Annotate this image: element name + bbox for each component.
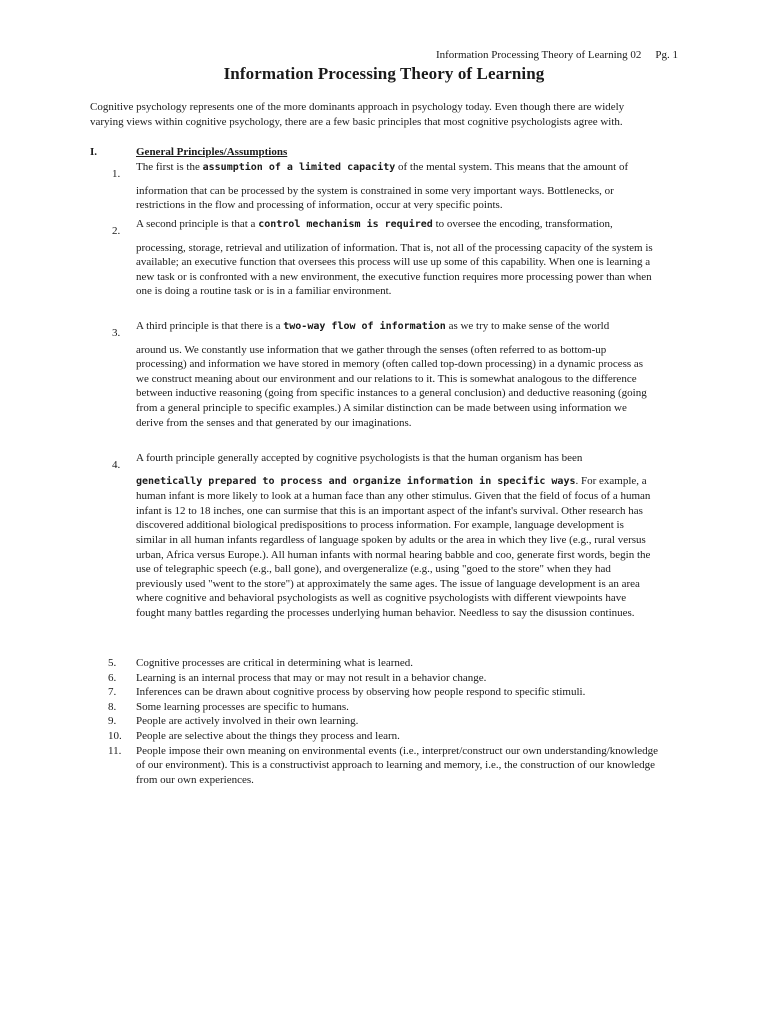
section-heading: General Principles/Assumptions [136,146,288,158]
principle-first-line [136,217,656,233]
principle-first-line [136,451,656,466]
text-span: of the mental system. This means that the amount of [395,161,629,173]
emphasis-text: genetically prepared to process and organize information in specific ways [136,475,576,487]
text-span: to oversee the encoding, transformation, [432,218,613,230]
list-item [108,671,668,686]
principle-number: 2. [112,225,121,237]
page-number: Pg. 1 [655,49,678,61]
principle-number: 3. [112,327,121,339]
principle-body: around us. We constantly use information that we gather through the senses (often referred to as bottom-up processing) and information we have stored in memory (often called top-down processing) in a dynamic process as we construct meaning about our environment and our relations to it. This is somewhat analogous to the difference between inductive reasoning (going from specific instances to a general conclusion) and deductive reasoning (going from a general principle to specific examples.) A similar distinction can be made between using information we derive from the senses and that generated by our imaginations. [136,343,647,429]
item-number: 7. [108,686,117,699]
emphasis-text: two-way flow of information [283,321,446,332]
item-number: 6. [108,671,117,684]
list-item [108,729,668,744]
item-number: 9. [108,715,117,728]
item-number: 11. [108,744,122,757]
item-text: People impose their own meaning on environmental events (i.e., interpret/construct our own understanding/knowledge of our environment). This is a constructivist approach to learning and memory, i.e., the construction of our knowledge from our own experiences. [136,744,659,786]
principle-first-line [136,160,656,176]
principle-item [136,160,656,213]
item-text: Cognitive processes are critical in determining what is learned. [136,657,414,669]
text-span: A second principle is that a [136,218,259,230]
item-text: Some learning processes are specific to humans. [136,700,349,713]
emphasis-text: control mechanism is required [258,219,433,230]
principle-item [136,319,656,430]
text-span: as we try to make sense of the world [445,320,610,332]
principle-body: processing, storage, retrieval and utilization of information. That is, not all of the processing capacity of the system is available; an executive function that oversees this process will use up some of this capability. When one is learning a new task or is confronted with a new environment, the executive function requires more processing power than when one is doing a routine task or is in a familiar environment. [136,241,653,298]
list-item [108,685,668,700]
running-header [436,49,678,61]
running-title: Information Processing Theory of Learning 02 [435,49,642,61]
intro-paragraph: Cognitive psychology represents one of the more dominants approach in psychology today. Even though there are widely varying views within cognitive psychology, there are a few basic principles that most cognitive psychologists agree with. [90,101,625,128]
document-title: Information Processing Theory of Learning [223,64,545,83]
item-text: Inferences can be drawn about cognitive process by observing how people respond to specific stimuli. [136,686,586,699]
principle-body: . For example, a human infant is more likely to look at a human face than any other stimulus. Given that the field of focus of a human infant is 12 to 18 inches, one can surmise that this is an important aspect of the infant's survival. Other research has discovered additional biological predispositions to process information. For example, language development is similar in all human infants regardless of language spoken by adults or the area in which they live (e.g., rural versus urban, Africa versus Europe.). All human infants with normal hearing babble and coo, generate first words, begin the use of telegraphic speech (e.g., ball gone), and overgeneralize (e.g., using "goed to the store" when they had previously used "went to the store") at approximately the same ages. The issue of language development is an area where cognitive and behavioral psychologists as well as cognitive psychologists with different viewpoints have fought many battles regarding the processes underlying human behavior. Needless to say the disussion continues. [136,474,651,619]
emphasis-text: assumption of a limited capacity [202,162,396,173]
principle-item [136,217,656,299]
item-number: 5. [108,657,117,669]
principle-body: information that can be processed by the system is constrained in some very important ways. Bottlenecks, or restrictions in the flow and processing of information, occur at very specific points. [136,184,614,212]
principle-item [136,451,656,621]
item-text: Learning is an internal process that may or may not result in a behavior change. [136,671,487,684]
section-numeral: I. [90,146,98,158]
principles-list [108,656,668,787]
item-number: 10. [108,729,122,742]
list-item [108,714,668,729]
list-item [108,700,668,715]
list-item [108,744,668,788]
item-text: People are selective about the things they process and learn. [136,729,400,742]
list-item [108,656,668,671]
item-text: People are actively involved in their own learning. [136,715,359,728]
principle-number: 1. [112,168,121,180]
text-span: The first is the [136,161,203,173]
principle-first-line [136,319,656,335]
principle-number: 4. [112,459,121,471]
item-number: 8. [108,700,117,713]
text-span: A fourth principle generally accepted by cognitive psychologists is that the human organism has been [136,452,583,464]
text-span: A third principle is that there is a [136,320,284,332]
